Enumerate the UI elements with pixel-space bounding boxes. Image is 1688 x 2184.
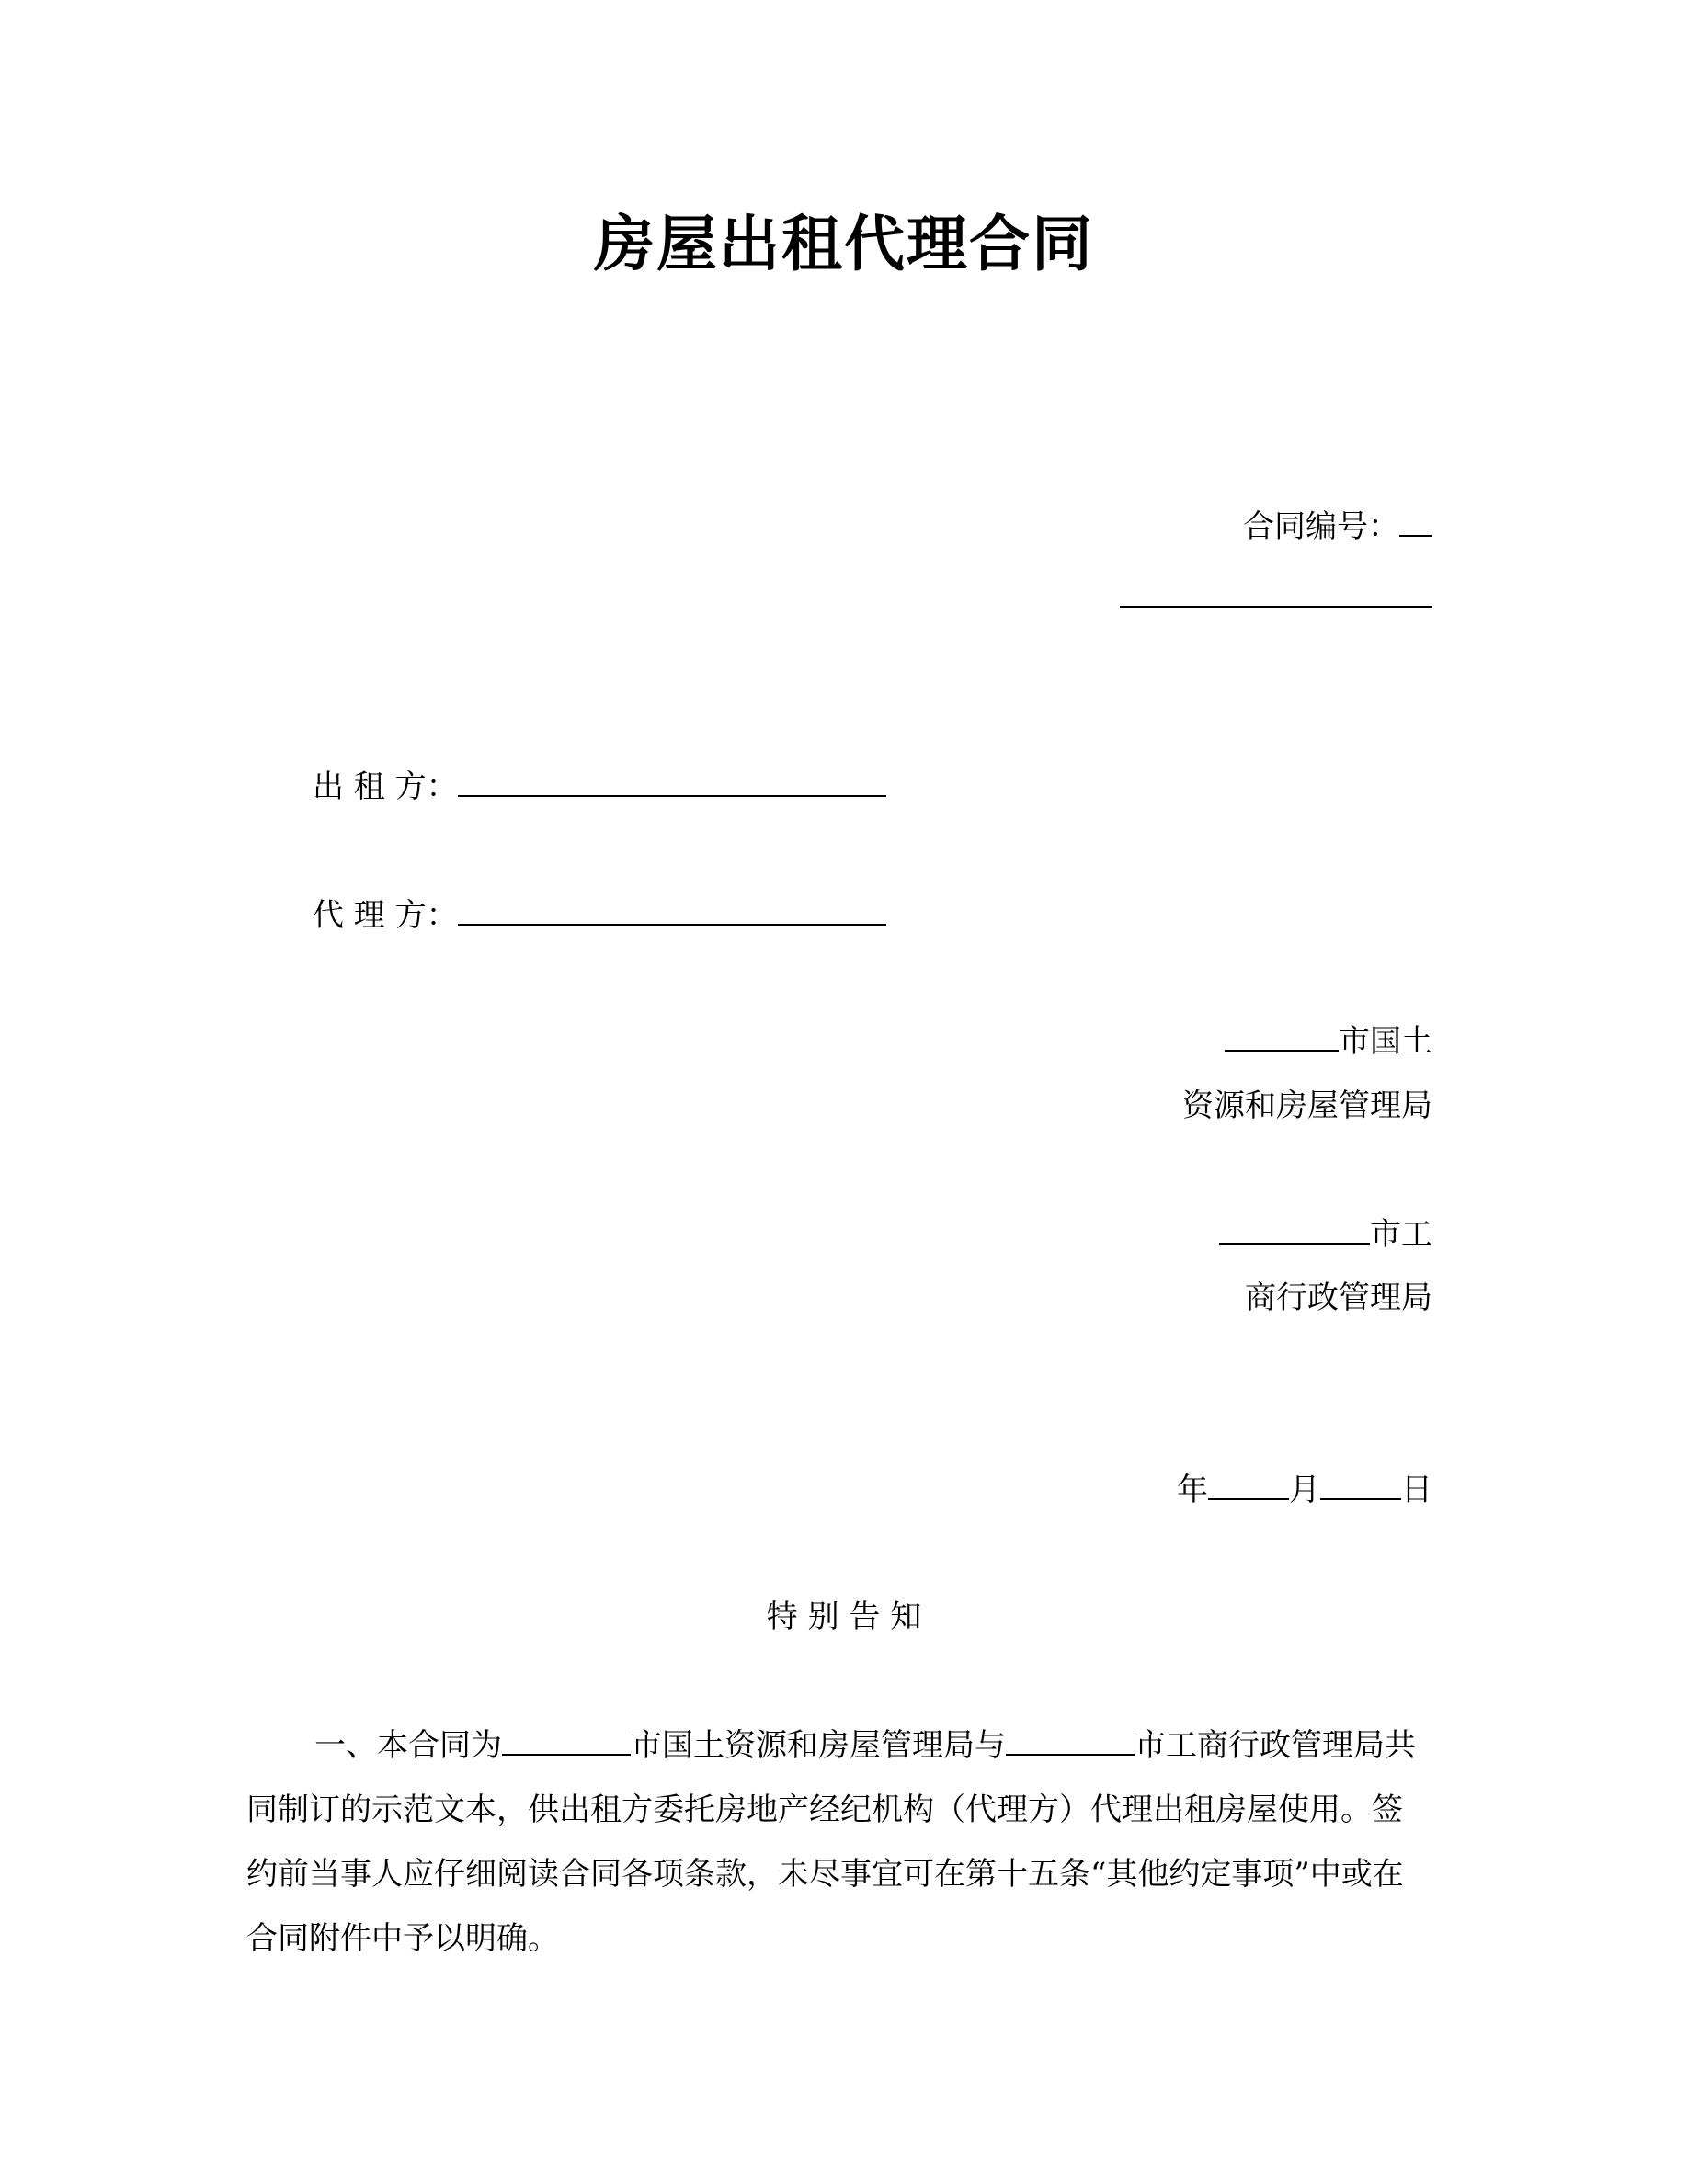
agent-label: 代 理 方：: [313, 897, 458, 934]
bureau1-line1: [1225, 1022, 1432, 1060]
contract-number-label: 合同编号：: [1243, 508, 1399, 545]
document-title: 房屋出租代理合同: [594, 209, 1094, 279]
bureau2-city-blank: [1219, 1215, 1370, 1245]
lessor-blank: [458, 768, 886, 797]
date-day-blank: [1320, 1471, 1401, 1500]
date-year-label: 年: [1177, 1472, 1208, 1508]
agent-row: [313, 896, 886, 934]
lessor-label: 出 租 方：: [313, 768, 458, 805]
bureau1-line2: 资源和房屋管理局: [1182, 1087, 1432, 1124]
notice-p1-part1: 一、本合同为: [314, 1727, 502, 1764]
date-month-blank: [1208, 1471, 1289, 1500]
bureau2-line2: 商行政管理局: [1245, 1280, 1432, 1316]
bureau1-city-blank: [1225, 1022, 1339, 1052]
notice-paragraph-1: [246, 1713, 1432, 1971]
bureau1-line1-text: 市国土: [1339, 1023, 1432, 1060]
contract-number-blank-line: [1120, 606, 1432, 608]
notice-city-blank-1: [502, 1726, 631, 1756]
notice-city-blank-2: [1006, 1726, 1135, 1756]
agent-blank: [458, 896, 886, 926]
contract-number-row: [1243, 507, 1432, 545]
date-month-label: 月: [1289, 1472, 1320, 1508]
notice-p1-part2: 市国土资源和房屋管理局与: [631, 1727, 1006, 1764]
bureau2-line1: [1219, 1215, 1432, 1253]
contract-number-blank: [1399, 507, 1432, 537]
notice-p1-part3: 市工商行政管理局共同制订的示范文本，供出租方委托房地产经纪机构（代理方）代理出租房屋使用。签约前当事人应仔细阅读合同各项条款，未尽事宜可在第十五条“其他约定事项”中或在合同附件中予以明确。: [246, 1727, 1416, 1957]
lessor-row: [313, 768, 886, 805]
date-day-label: 日: [1401, 1472, 1432, 1508]
bureau2-line1-text: 市工: [1370, 1216, 1432, 1253]
notice-heading: 特 别 告 知: [766, 1598, 922, 1635]
date-row: [1177, 1471, 1432, 1508]
